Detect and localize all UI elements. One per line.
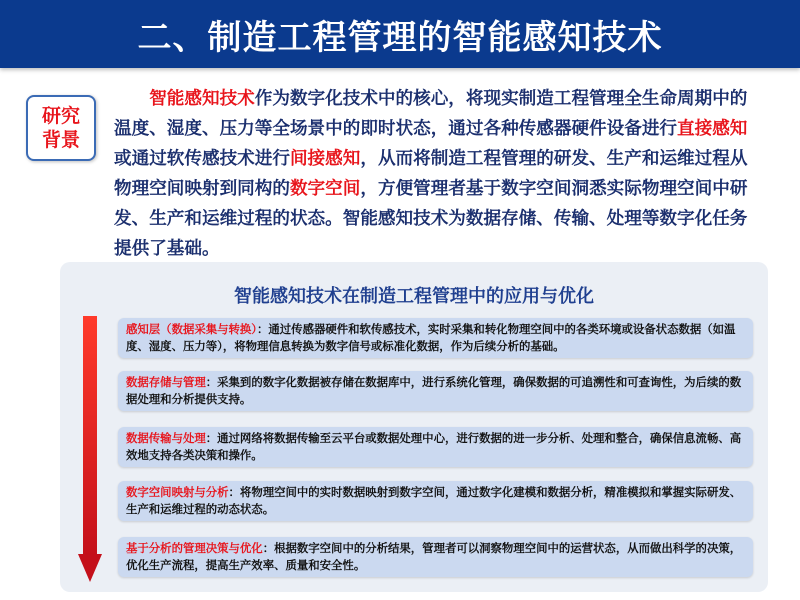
intro-paragraph <box>114 84 764 264</box>
intro-text-2: 或通过软传感技术进行 <box>114 149 290 169</box>
item-key: 基于分析的管理决策与优化 <box>126 541 263 555</box>
badge-line-2: 背景 <box>41 129 80 151</box>
intro-highlight-digital-space: 数字空间 <box>289 179 361 199</box>
title-bar <box>0 0 800 68</box>
intro-highlight-direct-sensing: 直接感知 <box>677 119 748 139</box>
intro-text-3: ，从而将制造工程管理的研发、生产和运维过程从物理空间映射到同构的 <box>114 149 748 199</box>
badge-line-1: 研究 <box>41 105 80 127</box>
item-text: ：采集到的数字化数据被存储在数据库中，进行系统化管理，确保数据的可追溯性和可查询性，为后续的数据处理和分析提供支持。 <box>126 375 742 406</box>
research-background-badge <box>26 95 96 161</box>
list-item-decision-optimization <box>118 537 753 577</box>
down-arrow-icon <box>78 316 102 582</box>
list-item-data-storage <box>118 371 753 411</box>
panel-title: 智能感知技术在制造工程管理中的应用与优化 <box>234 286 594 307</box>
intro-highlight-smart-sensing: 智能感知技术 <box>149 89 255 109</box>
item-text: ：通过传感器硬件和软传感技术，实时采集和转化物理空间中的各类环境或设备状态数据（如温度、湿度、压力等），将物理信息转换为数字信号或标准化数据，作为后续分析的基础。 <box>126 322 736 353</box>
item-key: 数据传输与处理 <box>126 431 206 445</box>
list-item-digital-mapping <box>118 481 753 521</box>
item-text: ：将物理空间中的实时数据映射到数字空间，通过数字化建模和数据分析，精准模拟和掌握实际研发、生产和运维过程的动态状态。 <box>126 485 742 516</box>
item-key: 感知层（数据采集与转换） <box>126 322 257 336</box>
item-text: ：根据数字空间中的分析结果，管理者可以洞察物理空间中的运营状态，从而做出科学的决策，优化生产流程，提高生产效率、质量和安全性。 <box>126 541 742 572</box>
item-text: ：通过网络将数据传输至云平台或数据处理中心，进行数据的进一步分析、处理和整合，确保信息流畅、高效地支持各类决策和操作。 <box>126 431 742 462</box>
intro-text-1: 作为数字化技术中的核心，将现实制造工程管理全生命周期中的温度、湿度、压力等全场景中的即时状态，通过各种传感器硬件设备进行 <box>114 89 748 139</box>
intro-text-4: ，方便管理者基于数字空间洞悉实际物理空间中研发、生产和运维过程的状态。智能感知技术为数据存储、传输、处理等数字化任务提供了基础。 <box>114 179 748 259</box>
list-item-sensing-layer <box>118 318 753 358</box>
slide-title: 二、制造工程管理的智能感知技术 <box>137 17 663 58</box>
item-key: 数字空间映射与分析 <box>126 485 229 499</box>
list-item-data-transmission <box>118 427 753 467</box>
intro-highlight-indirect-sensing: 间接感知 <box>289 149 361 169</box>
item-key: 数据存储与管理 <box>126 375 206 389</box>
